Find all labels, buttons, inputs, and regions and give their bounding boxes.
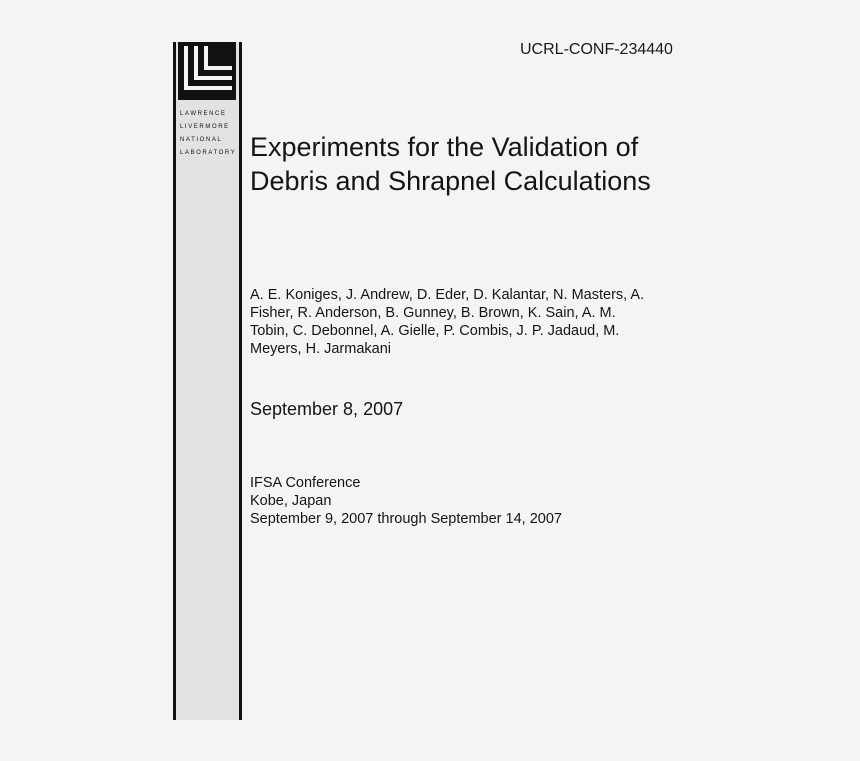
logo-line: LAWRENCE bbox=[180, 111, 227, 117]
document-date: September 8, 2007 bbox=[250, 399, 404, 419]
conference-dates: September 9, 2007 through September 14, 2007 bbox=[250, 511, 562, 527]
report-number: UCRL-CONF-234440 bbox=[520, 41, 673, 58]
author-line: Tobin, C. Debonnel, A. Gielle, P. Combis, J. P. Jadaud, M. bbox=[250, 323, 620, 339]
author-list bbox=[250, 286, 720, 358]
title-line: Debris and Shrapnel Calculations bbox=[250, 166, 651, 196]
llnl-logo-icon bbox=[178, 42, 236, 100]
logo-line: LIVERMORE bbox=[180, 124, 230, 130]
sidebar-rule-right bbox=[239, 42, 242, 720]
conference-info bbox=[250, 474, 562, 528]
llnl-logo-graphic bbox=[178, 42, 236, 100]
logo-line: LABORATORY bbox=[180, 150, 237, 156]
title-line: Experiments for the Validation of bbox=[250, 132, 639, 162]
author-line: Fisher, R. Anderson, B. Gunney, B. Brown, K. Sain, A. M. bbox=[250, 305, 616, 321]
document-title bbox=[250, 130, 720, 198]
author-line: A. E. Koniges, J. Andrew, D. Eder, D. Kalantar, N. Masters, A. bbox=[250, 287, 645, 303]
conference-location: Kobe, Japan bbox=[250, 493, 332, 509]
logo-line: NATIONAL bbox=[180, 137, 223, 143]
author-line: Meyers, H. Jarmakani bbox=[250, 341, 392, 357]
conference-name: IFSA Conference bbox=[250, 475, 361, 491]
logo-wordmark bbox=[180, 108, 238, 160]
sidebar-rule-left bbox=[173, 42, 176, 720]
